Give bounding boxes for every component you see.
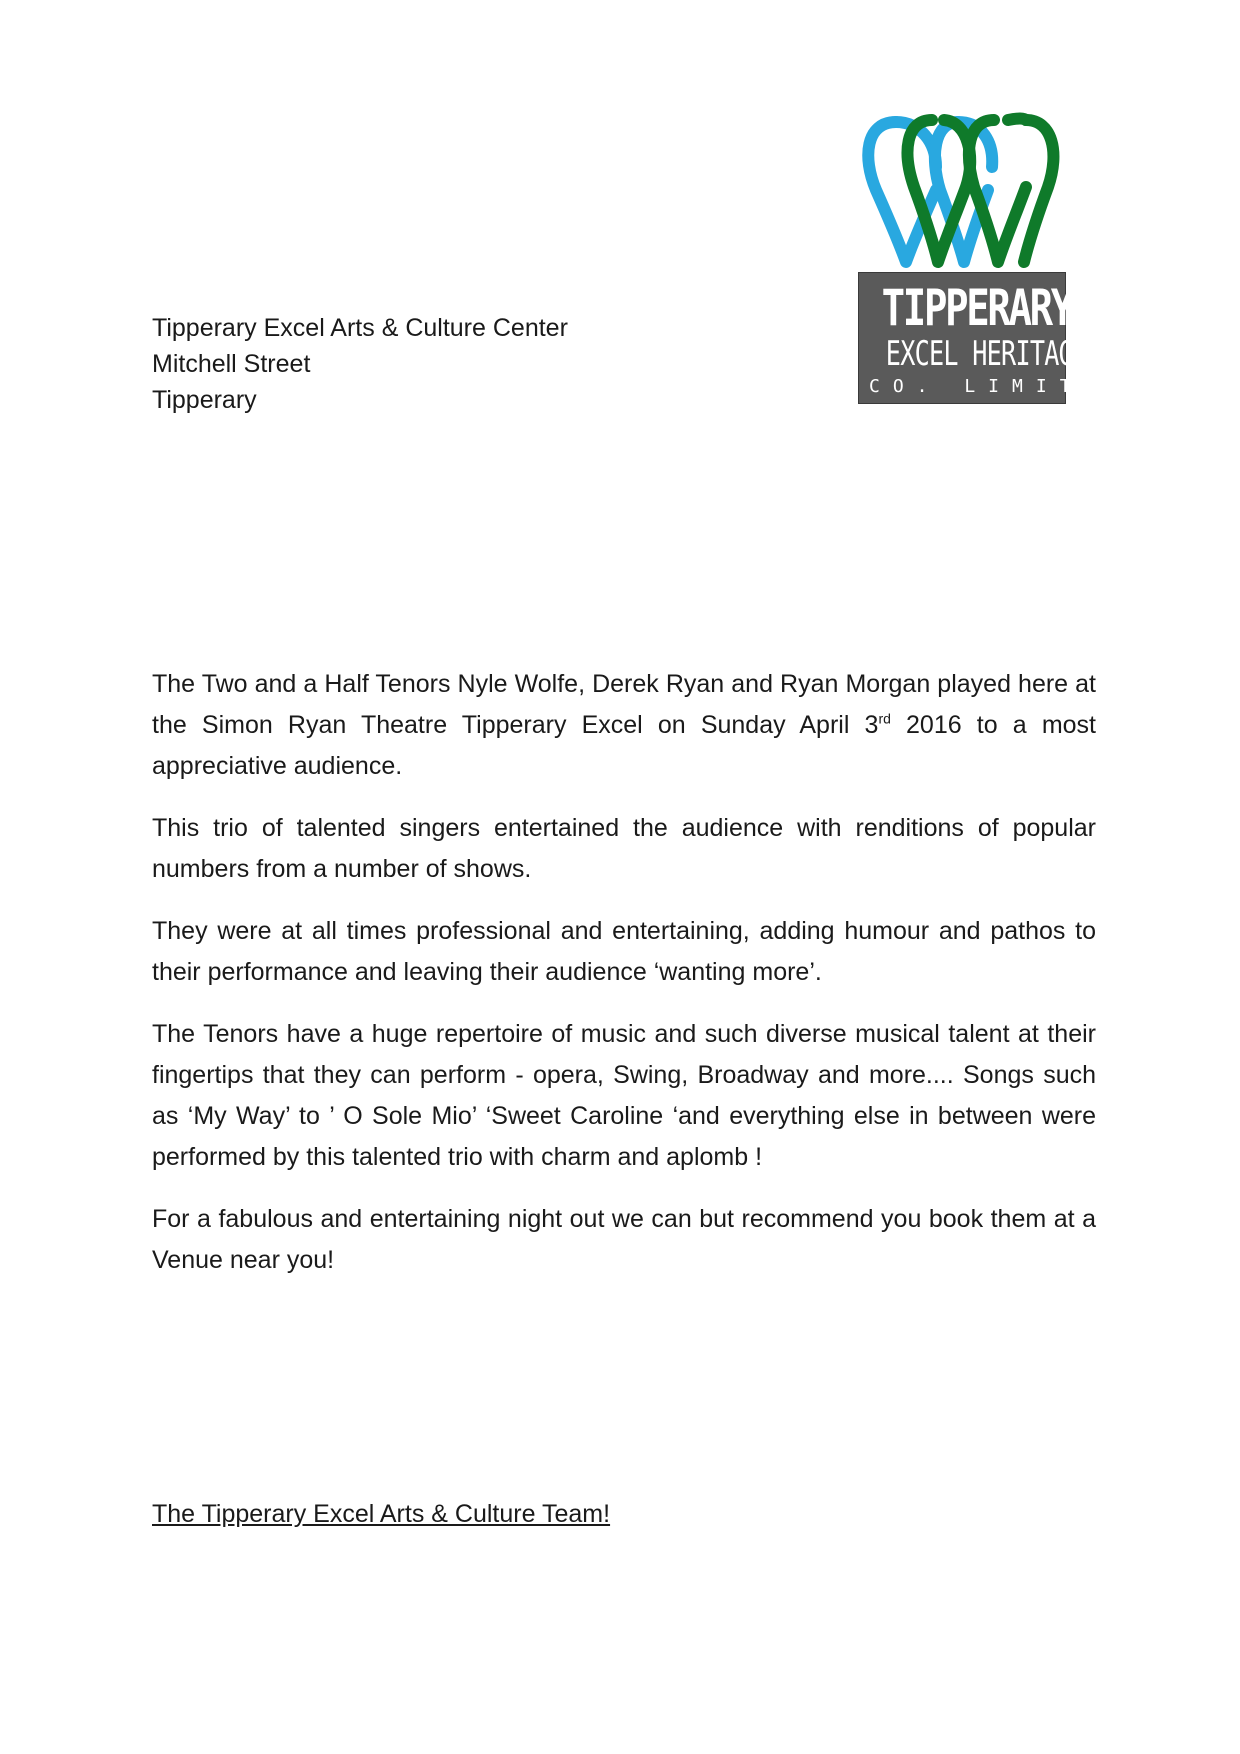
logo-subtitle-text: EXCEL HERITAGE bbox=[885, 334, 1088, 374]
address-line-2: Mitchell Street bbox=[152, 350, 311, 378]
paragraph-2: This trio of talented singers entertained the audience with renditions of popular numbers from a number of shows. bbox=[152, 814, 1096, 883]
tipperary-excel-heritage-logo bbox=[858, 112, 1132, 404]
paragraph-3: They were at all times professional and entertaining, adding humour and pathos to their performance and leaving their audience ‘wanting more’. bbox=[152, 917, 1096, 986]
paragraph-4: The Tenors have a huge repertoire of music and such diverse musical talent at their fingertips that they can perform - opera, Swing, Broadway and more.... Songs such as ‘My Way’ to ’ O Sole Mio’ ‘Sweet Caroline ‘and everything else in between were performed by this talented trio with charm and aplomb ! bbox=[152, 1020, 1096, 1171]
ordinal-suffix: rd bbox=[878, 710, 891, 727]
address-line-3: Tipperary bbox=[152, 386, 257, 414]
sender-address bbox=[152, 310, 568, 418]
letter-body bbox=[152, 664, 1096, 1302]
logo-nameplate bbox=[858, 272, 1132, 404]
logo-title-text: TIPPERARY bbox=[881, 279, 1072, 337]
logo-company-text: CO. LIMITED bbox=[869, 376, 1132, 397]
signoff: The Tipperary Excel Arts & Culture Team! bbox=[152, 1500, 611, 1528]
paragraph-1-end: 2016 to a most appreciative audience. bbox=[152, 711, 1096, 780]
address-line-1: Tipperary Excel Arts & Culture Center bbox=[152, 314, 568, 342]
paragraph-5: For a fabulous and entertaining night out we can but recommend you book them at a Venue near you! bbox=[152, 1205, 1096, 1274]
paragraph-1-start: The Two and a Half Tenors Nyle Wolfe, Derek Ryan and Ryan Morgan played here at the Simon Ryan Theatre Tipperary Excel on Sunday April 3 bbox=[152, 670, 1096, 739]
paragraph-1 bbox=[152, 664, 1096, 787]
arches-emblem-icon bbox=[858, 112, 1066, 270]
